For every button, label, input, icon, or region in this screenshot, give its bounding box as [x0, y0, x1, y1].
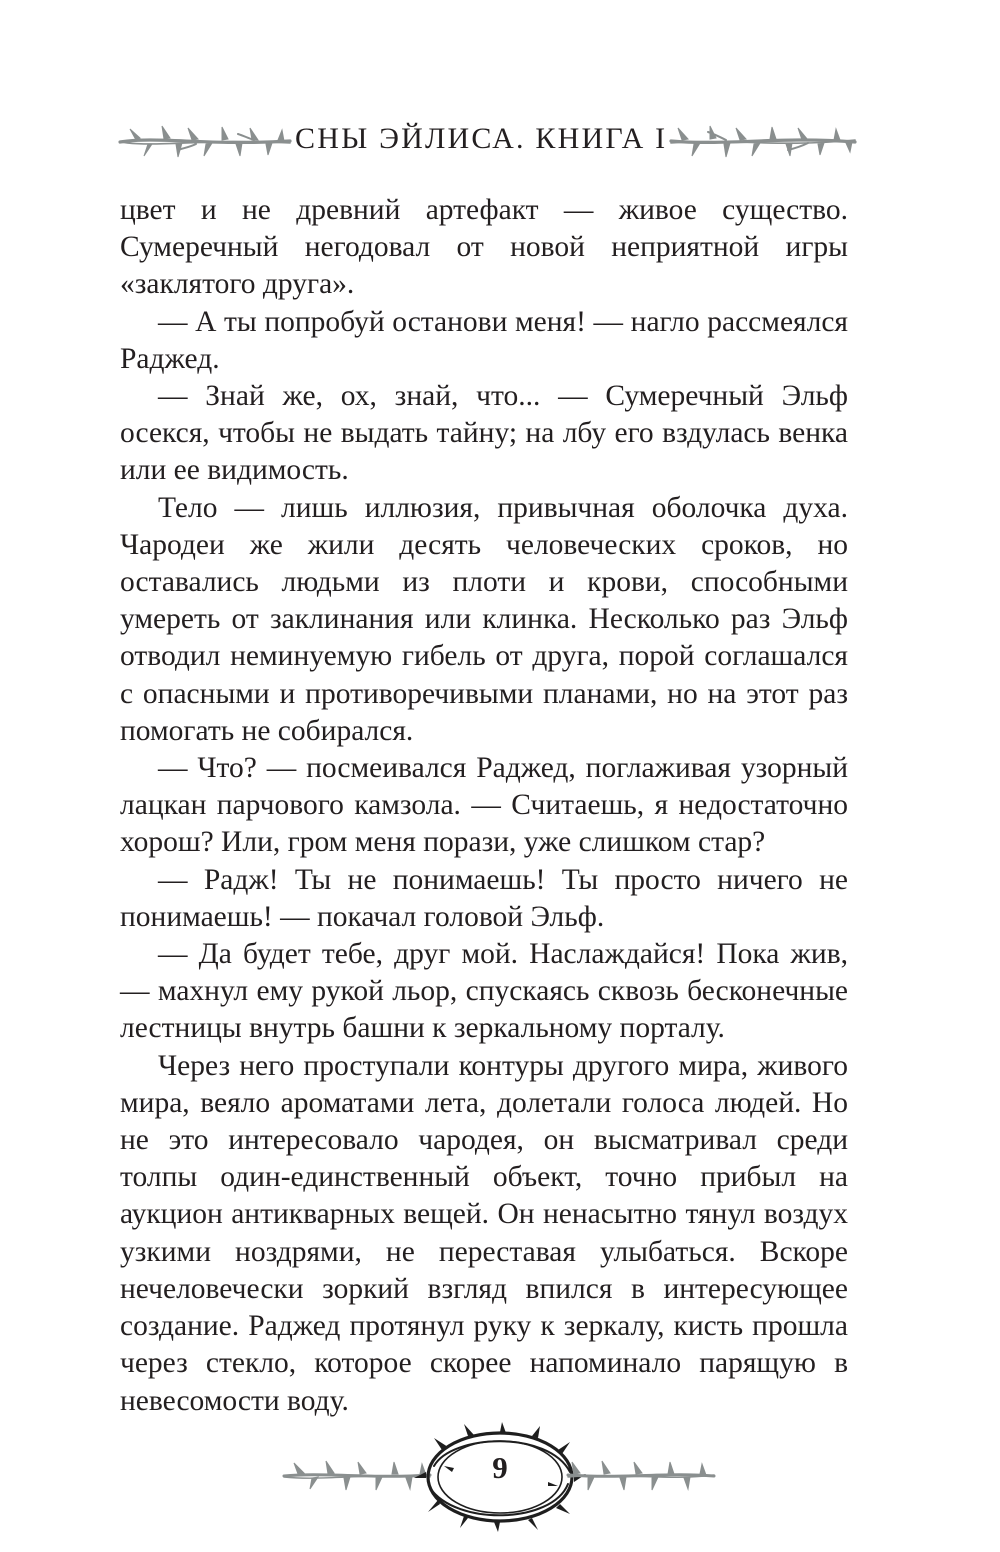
thorn-branch-left-icon	[118, 120, 293, 164]
paragraph: — Да будет тебе, друг мой. Наслаждайся! Пока жив, — махнул ему рукой льор, спускаясь сквозь бесконечные лестницы внутрь башни к зеркальному порталу.	[120, 938, 848, 1045]
paragraph: — А ты попробуй останови меня! — нагло рассмеялся Раджед.	[120, 305, 848, 375]
paragraph: — Что? — посмеивался Раджед, поглаживая узорный лацкан парчового камзола. — Считаешь, я недостаточно хорош? Или, гром меня порази, уже слишком стар?	[120, 752, 848, 859]
thorn-branch-right-icon	[566, 1454, 716, 1498]
paragraph: Тело — лишь иллюзия, привычная оболочка духа. Чародеи же жили десять человеческих сроков, но оставались людьми из плоти и крови, способными умереть от заклинания или клинка. Несколько раз Эльф отводил неминуемую гибель от друга, порой соглашался с опасными и противоречивыми планами, но на этот раз помогать не собирался.	[120, 491, 848, 747]
page-number: 9	[492, 1450, 508, 1485]
page-footer	[0, 1422, 1000, 1532]
body-text	[120, 192, 848, 1420]
thorn-branch-left-icon	[282, 1454, 432, 1498]
thorn-branch-right-icon	[668, 120, 858, 164]
paragraph: — Знай же, ох, знай, что... — Сумеречный Эльф осекся, чтобы не выдать тайну; на лбу его вздулась венка или ее видимость.	[120, 380, 848, 487]
running-title: СНЫ ЭЙЛИСА. КНИГА I	[295, 122, 668, 155]
paragraph: Через него проступали контуры другого мира, живого мира, веяло ароматами лета, долетали голоса людей. Но не это интересовало чародея, он высматривал среди толпы один-единственный объект, точно прибыл на аукцион антикварных вещей. Он ненасытно тянул воздух узкими ноздрями, не переставая улыбаться. Вскоре нечеловечески зоркий взгляд впился в интересующее создание. Раджед протянул руку к зеркалу, кисть прошла через стекло, которое скорее напоминало парящую в невесомости воду.	[120, 1049, 848, 1417]
running-head-bar	[0, 120, 1000, 164]
paragraph: цвет и не древний артефакт — живое существо. Сумеречный негодовал от новой неприятной игры «заклятого друга».	[120, 194, 848, 301]
paragraph: — Радж! Ты не понимаешь! Ты просто ничего не понимаешь! — покачал головой Эльф.	[120, 863, 848, 933]
